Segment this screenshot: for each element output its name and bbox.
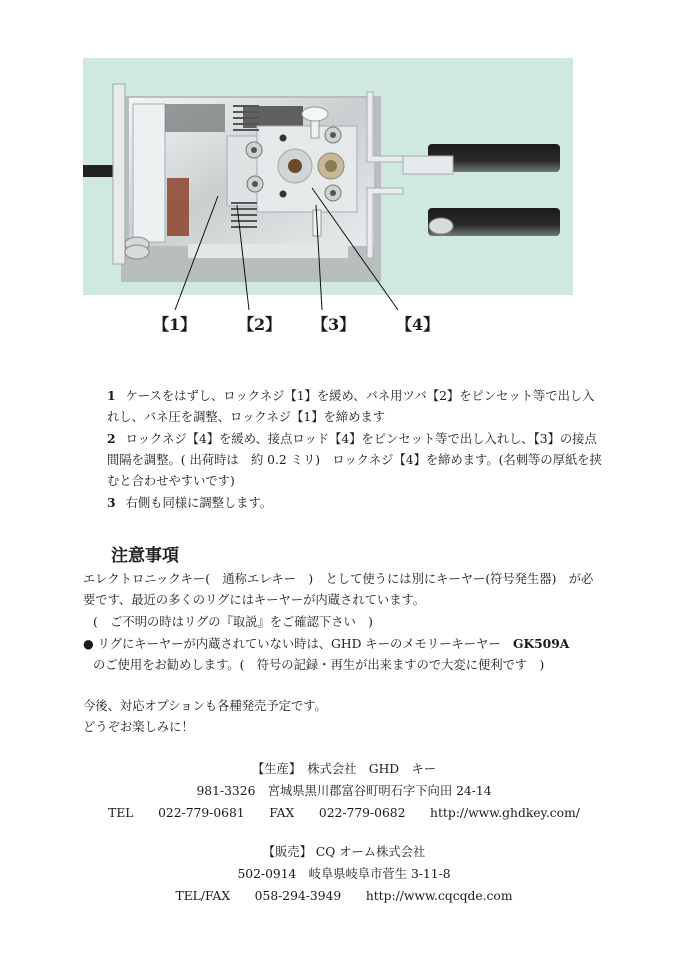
note-line: エレクトロニックキー( 通称エレキー ) として使うには別にキーヤー(符号発生器) が必	[83, 572, 594, 586]
step-1-cont: れし、バネ圧を調整、ロックネジ【1】を締めます	[107, 410, 385, 424]
step-number: 2	[107, 431, 116, 446]
seller-address: 502-0914 岐阜県岐阜市菅生 3-11-8	[237, 867, 451, 881]
closing-line: 今後、対応オプションも各種発売予定です。	[83, 699, 327, 713]
manufacturer-contact	[0, 758, 688, 824]
step-2-cont: 間隔を調整。( 出荷時は 約 0.2 ミリ) ロックネジ【4】を締めます。(名刺等の厚紙を挟	[107, 453, 602, 467]
step-2	[107, 428, 659, 450]
callout-label-1: 【1】	[153, 315, 197, 334]
step-number: 1	[107, 388, 116, 403]
closing-line: どうぞお楽しみに！	[83, 720, 194, 734]
step-1	[107, 385, 659, 407]
note-bullet-cont: のご使用をお勧めします。( 符号の記録・再生が出来ますので大変に便利です )	[93, 658, 545, 673]
seller-contact	[0, 841, 688, 907]
adjustment-steps	[107, 385, 659, 514]
manufacturer-name: 【生産】 株式会社 GHD キー	[251, 762, 437, 776]
step-text: ロックネジ【4】を緩め、接点ロッド【4】をピンセット等で出し入れし、【3】の接点	[125, 432, 597, 446]
seller-name: 【販売】 CQ オーム株式会社	[262, 845, 426, 859]
note-bullet	[83, 633, 673, 655]
key-mechanism-photo	[83, 58, 573, 295]
callout-label-4: 【4】	[396, 315, 440, 334]
bullet-icon: ●	[83, 636, 94, 651]
notes-body	[83, 569, 673, 676]
notes-heading: 注意事項	[111, 546, 179, 566]
seller-phone-web[interactable]: TEL/FAX 058-294-3949 http://www.cqcqde.com	[175, 889, 513, 903]
closing-remarks	[83, 696, 327, 738]
step-text: 右側も同様に調整します。	[125, 496, 273, 510]
step-3	[107, 492, 659, 514]
step-2-cont: むと合わせやすいです)	[107, 474, 235, 488]
callout-label-3: 【3】	[312, 315, 356, 334]
step-number: 3	[107, 495, 116, 510]
model-number: GK509A	[512, 635, 570, 651]
key-mechanism-illustration	[83, 58, 573, 295]
manufacturer-address: 981-3326 宮城県黒川郡富谷町明石字下向田 24-14	[196, 784, 492, 798]
note-line: ( ご不明の時はリグの『取説』をご確認下さい )	[93, 614, 373, 629]
note-line: 要です、最近の多くのリグにはキーヤーが内蔵されています。	[83, 593, 426, 608]
bullet-text: リグにキーヤーが内蔵されていない時は、GHD キーのメモリーキーヤー	[97, 636, 513, 651]
callout-label-2: 【2】	[238, 315, 282, 334]
step-text: ケースをはずし、ロックネジ【1】を緩め、バネ用ツバ【2】をピンセット等で出し入	[125, 389, 595, 403]
manufacturer-phone-web[interactable]: TEL 022-779-0681 FAX 022-779-0682 http://www.ghdkey.com/	[108, 806, 580, 820]
